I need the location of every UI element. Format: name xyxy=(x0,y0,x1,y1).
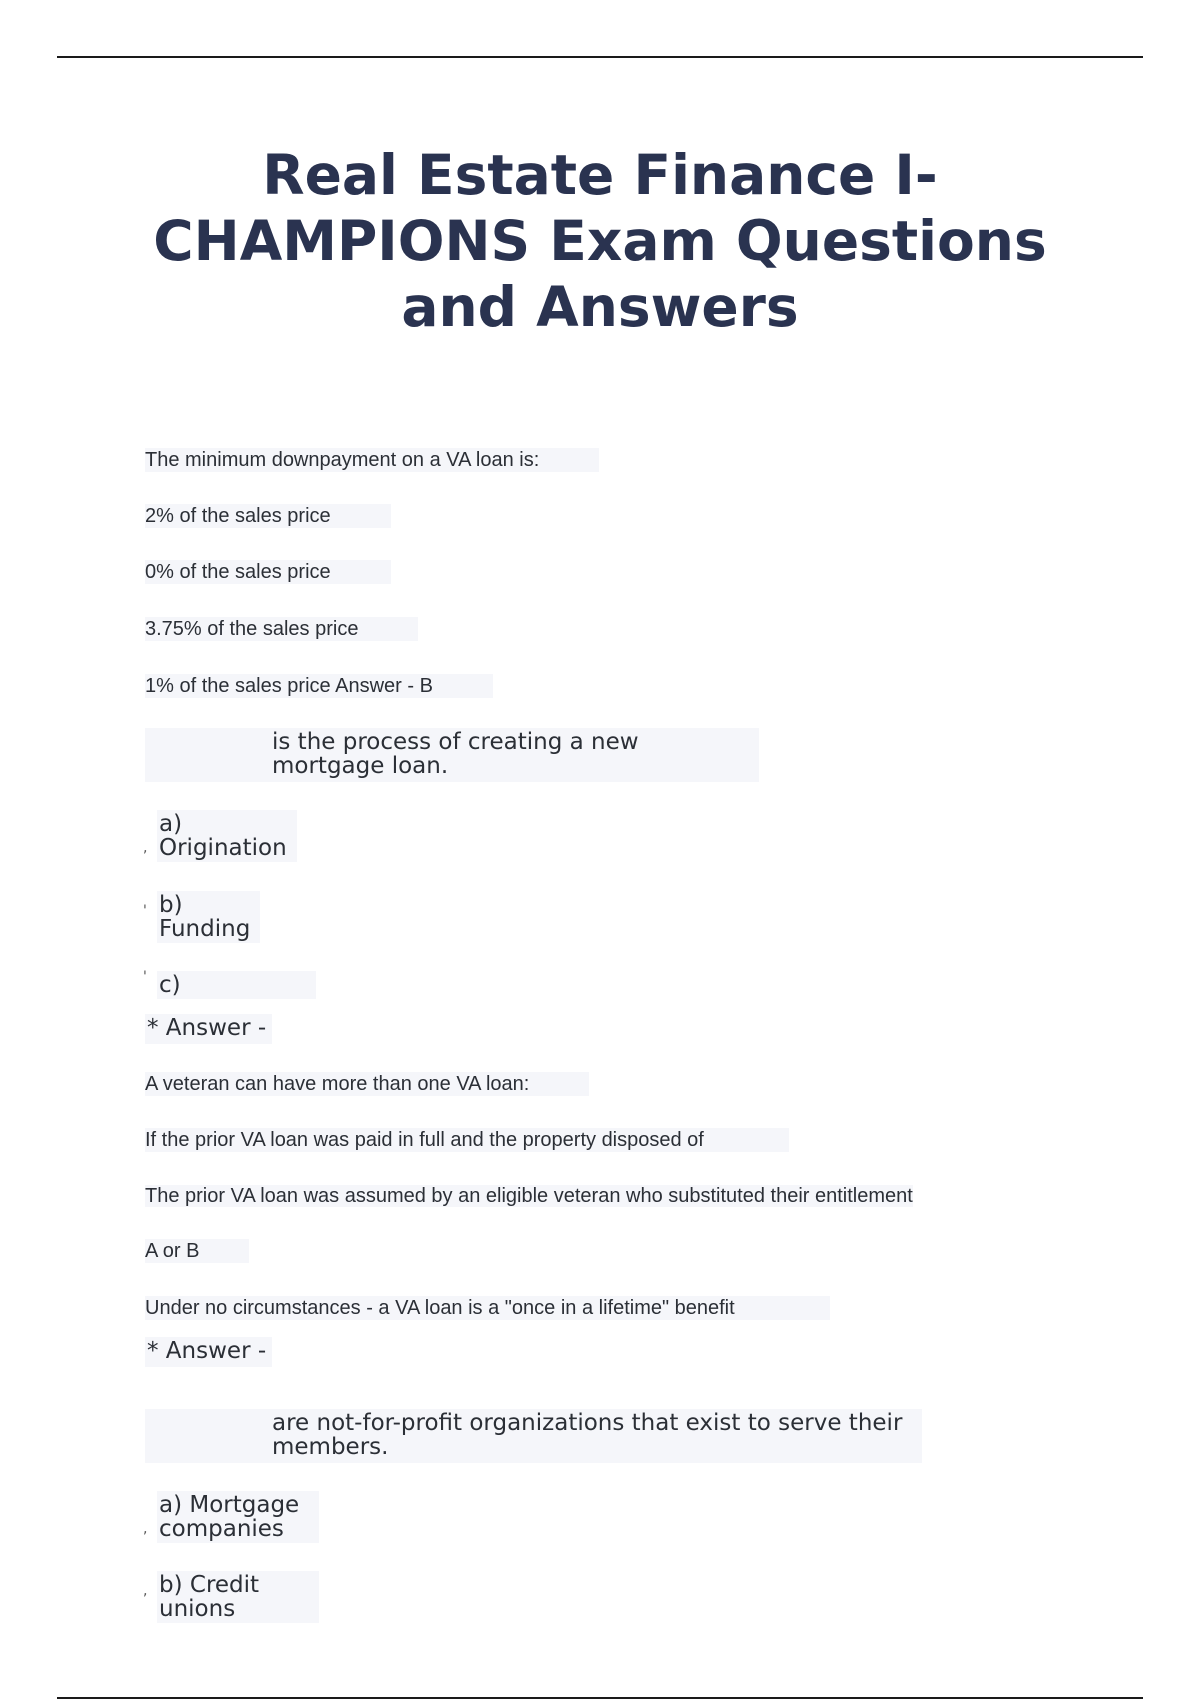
q3-option-1: If the prior VA loan was paid in full and the property disposed of xyxy=(145,1128,789,1152)
question-1 xyxy=(145,448,1045,698)
title-line-2: CHAMPIONS Exam Questions xyxy=(153,209,1047,273)
question-3 xyxy=(145,1072,1045,1367)
q4-option-b-line-1: b) Credit xyxy=(159,1572,260,1598)
q4-option-b xyxy=(157,1571,319,1623)
q2-stem-line-2: mortgage loan. xyxy=(272,753,449,779)
q2-stem-line-1: is the process of creating a new xyxy=(272,729,639,755)
q2-option-a-text: Origination xyxy=(159,835,287,861)
q4-stem-line-2: members. xyxy=(272,1434,389,1460)
top-rule xyxy=(57,56,1143,58)
q2-option-c xyxy=(157,971,316,999)
question-content xyxy=(145,448,1045,1623)
q2-option-c-letter: c) xyxy=(159,972,181,998)
q3-option-4: Under no circumstances - a VA loan is a "once in a lifetime" benefit xyxy=(145,1296,830,1320)
q1-option-4-answer: 1% of the sales price Answer - B xyxy=(145,674,493,698)
q4-option-a xyxy=(157,1491,319,1543)
q2-stem xyxy=(145,728,759,782)
document-title xyxy=(57,142,1143,340)
q2-option-a-letter: a) xyxy=(159,811,183,837)
q3-answer: * Answer - xyxy=(145,1337,272,1367)
q2-option-b xyxy=(157,891,260,943)
q4-stem-line-1: are not-for-profit organizations that exist to serve their xyxy=(272,1410,903,1436)
q4-option-a-line-2: companies xyxy=(159,1516,284,1542)
question-2: is the process of creating a new mortgage loan. , a) Origination ' b) Funding ' c) * Answer - xyxy=(145,728,1045,1044)
q3-question: A veteran can have more than one VA loan: xyxy=(145,1072,589,1096)
q4-option-a-line-1: a) Mortgage xyxy=(159,1492,300,1518)
q2-option-a xyxy=(157,810,297,862)
bottom-rule xyxy=(57,1697,1143,1699)
title-line-1: Real Estate Finance I- xyxy=(262,143,938,207)
q2-option-b-letter: b) xyxy=(159,892,183,918)
q1-option-1: 2% of the sales price xyxy=(145,504,391,528)
q1-question: The minimum downpayment on a VA loan is: xyxy=(145,448,599,472)
q4-stem xyxy=(145,1409,922,1463)
q3-option-2: The prior VA loan was assumed by an eligible veteran who substituted their entitlement xyxy=(145,1185,913,1207)
q1-option-3: 3.75% of the sales price xyxy=(145,617,418,641)
question-4: are not-for-profit organizations that exist to serve their members. , a) Mortgage companies , b) Credit unions xyxy=(145,1409,1045,1623)
q2-answer: * Answer - xyxy=(145,1014,272,1044)
q3-option-3: A or B xyxy=(145,1239,249,1263)
q1-option-2: 0% of the sales price xyxy=(145,560,391,584)
q4-option-b-line-2: unions xyxy=(159,1596,236,1622)
q2-option-b-text: Funding xyxy=(159,916,251,942)
title-line-3: and Answers xyxy=(401,275,799,339)
